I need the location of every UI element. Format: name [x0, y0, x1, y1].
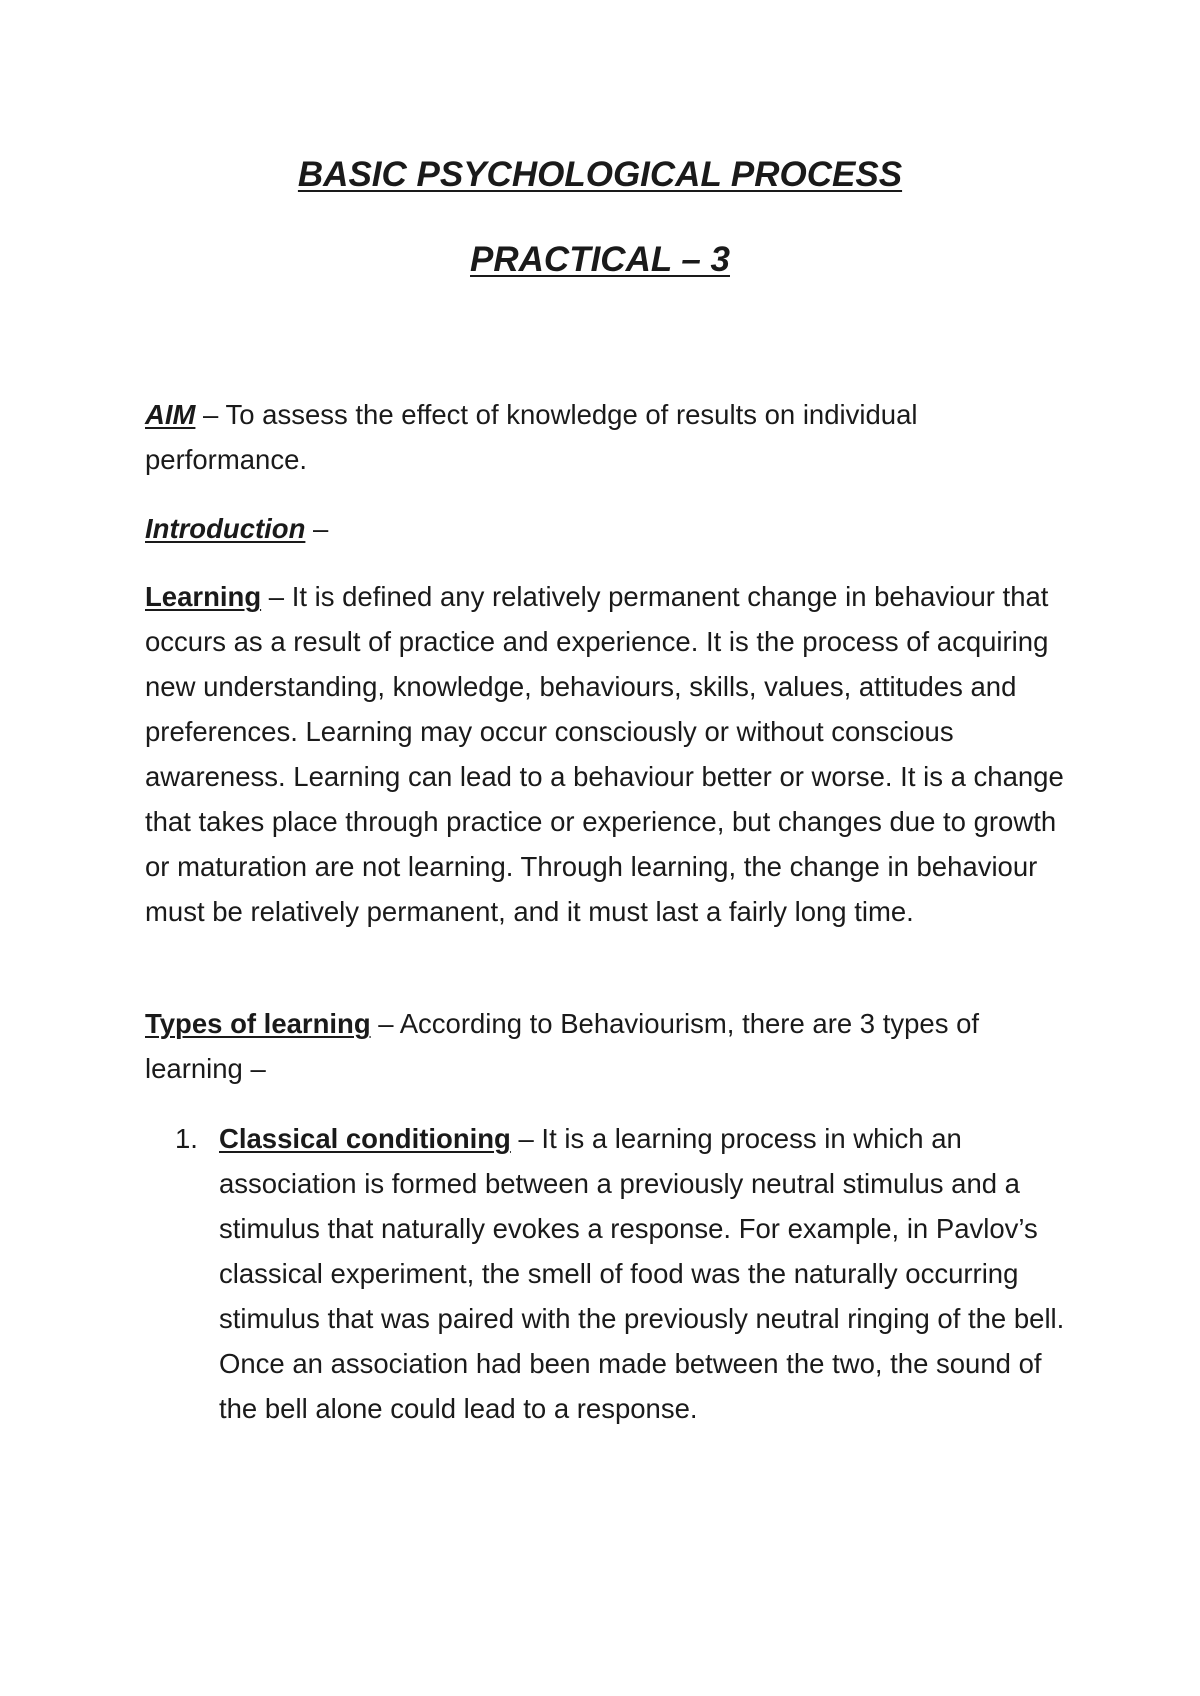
aim-text: – To assess the effect of knowledge of results on individual performance.: [145, 399, 918, 475]
aim-paragraph: [145, 392, 1075, 482]
list-number: 1.: [175, 1123, 198, 1154]
learning-paragraph: [145, 574, 1075, 934]
types-of-learning-label: Types of learning: [145, 1008, 371, 1039]
classical-conditioning-label: Classical conditioning: [219, 1123, 511, 1154]
learning-label: Learning: [145, 581, 262, 612]
introduction-dash: –: [305, 513, 329, 544]
document-title: BASIC PSYCHOLOGICAL PROCESS: [297, 155, 903, 194]
classical-conditioning-text: – It is a learning process in which an association is formed between a previously neutral stimulus and a stimulus that naturally evokes a response. For example, in Pavlov’s classical experiment, the smell of food was the naturally occurring stimulus that was paired with the previously neutral ringing of the bell. Once an association had been made between the two, the sound of the bell alone could lead to a response.: [219, 1123, 1065, 1424]
types-of-learning-text: – According to Behaviourism, there are 3 types of learning –: [145, 1008, 980, 1084]
practical-number-heading: PRACTICAL – 3: [470, 240, 730, 279]
list-item-body: [219, 1116, 1069, 1431]
aim-label: AIM: [145, 399, 196, 430]
types-of-learning-paragraph: [145, 1001, 1075, 1091]
learning-text: – It is defined any relatively permanent change in behaviour that occurs as a result of practice and experience. It is the process of acquiring new understanding, knowledge, behaviours, skills, values, attitudes and preferences. Learning may occur consciously or without conscious awareness. Learning can lead to a behaviour better or worse. It is a change that takes place through practice or experience, but changes due to growth or maturation are not learning. Through learning, the change in behaviour must be relatively permanent, and it must last a fairly long time.: [145, 581, 1064, 927]
introduction-label: Introduction: [145, 513, 306, 544]
introduction-heading: [145, 506, 1075, 551]
